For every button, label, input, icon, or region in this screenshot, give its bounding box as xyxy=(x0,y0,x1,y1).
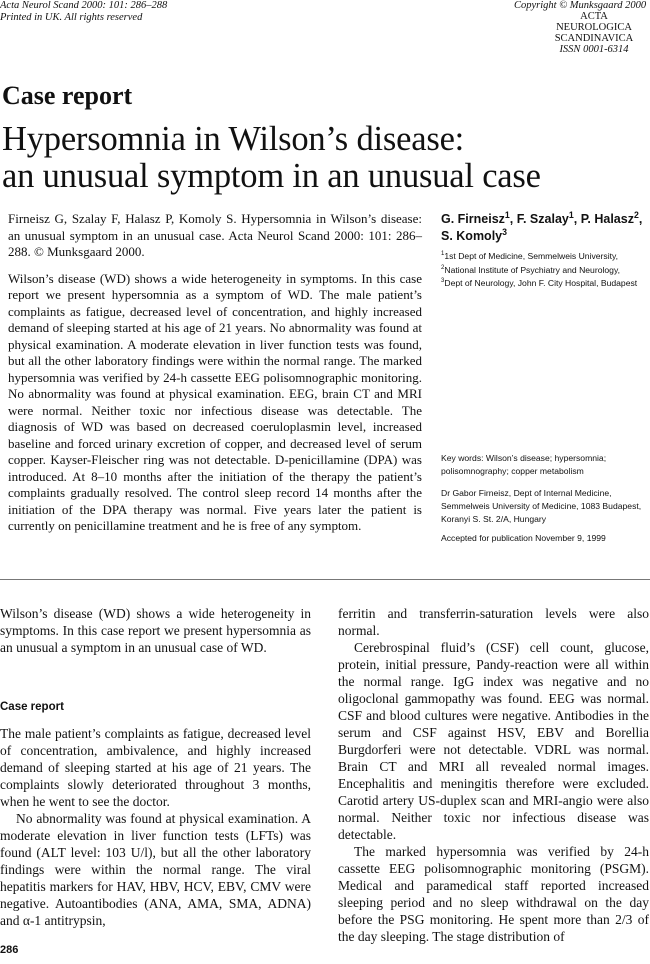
introduction-paragraph: Wilson’s disease (WD) shows a wide heterogeneity in symptoms. In this case report we present hypersomnia as an unusual a symptom in an unusual case of WD. xyxy=(0,606,311,655)
affiliation-3: $^3$Dept of Neurology, John F. City Hospital, Budapest xyxy=(441,278,638,288)
body-column-left xyxy=(0,605,311,929)
author-name: S. Komoly xyxy=(441,229,503,243)
journal-name-line2: SCANDINAVICA xyxy=(554,33,634,44)
running-header-right xyxy=(514,0,647,55)
page-number: 286 xyxy=(0,944,19,956)
author-affiliation-mark: 3 xyxy=(502,226,507,237)
affiliation-2: $^2$National Institute of Psychiatry and Neurology, xyxy=(441,264,620,275)
copyright-notice: Copyright © Munksgaard 2000 xyxy=(514,0,647,11)
body-paragraph: ferritin and transferrin-saturation levels were also normal. xyxy=(338,606,649,638)
journal-citation-header: Acta Neurol Scand 2000: 101: 286–288 xyxy=(0,0,168,11)
author-affiliation-mark: 2 xyxy=(633,209,639,220)
abstract-citation: Firneisz G, Szalay F, Halasz P, Komoly S. Hypersomnia in Wilson’s disease: an unusual symptom in an unusual case. Acta Neurol Scand 2000: 101: 286–288. © Munksgaard 2000. xyxy=(8,211,422,259)
body-paragraph: Cerebrospinal fluid’s (CSF) cell count, glucose, protein, initial pressure, Pandy-reaction were all within the normal range. IgG index was negative and no oligoclonal gammopathy was found. EEG was normal. CSF and blood cultures were negative. Antibodies in the serum and CSF against HSV, EBV and Borellia Burgdorferi were not detectable. VDRL was normal. Brain CT and MRI all revealed normal images. Encephalitis and meningitis therefore were excluded. Carotid artery US-duplex scan and MRI-angio were also normal. Neither toxic nor infectious disease was detectable. xyxy=(338,640,649,842)
journal-name-line1: ACTA NEUROLOGICA xyxy=(556,11,632,33)
author-name: F. Szalay xyxy=(516,212,569,226)
section-divider xyxy=(0,579,650,580)
abstract-block xyxy=(8,211,422,535)
accepted-date: Accepted for publication November 9, 1999 xyxy=(441,533,606,543)
issn: ISSN 0001-6314 xyxy=(559,44,629,55)
body-paragraph: No abnormality was found at physical examination. A moderate elevation in liver function tests (LFTs) was found (ALT level: 103 U/l), but all the other laboratory findings were within the normal range. The viral hepatitis markers for HAV, HBV, HCV, EBV, CMV were negative. Autoantibodies (ANA, AMA, SMA, ADNA) and α-1 antitrypsin, xyxy=(0,811,311,928)
body-paragraph: The marked hypersomnia was verified by 24-h cassette EEG polisomnographic monitoring (PSGM). Medical and paramedical staff reported increased sleeping period and no sleep withdrawal on the day before the PSG monitoring. He spent more than 2/3 of the day sleeping. The stage distribution of xyxy=(338,844,649,944)
running-header-left xyxy=(0,0,167,24)
section-label: Case report xyxy=(2,81,133,110)
correspondence-address: Dr Gabor Firneisz, Dept of Internal Medicine, Semmelweis University of Medicine, 1083 Budapest, Koranyi S. St. 2/A, Hungary xyxy=(441,488,642,524)
article-title xyxy=(2,121,541,195)
affiliation-list xyxy=(441,250,650,291)
author-affiliation-mark: 1 xyxy=(568,209,574,220)
body-column-right xyxy=(338,605,649,945)
case-report-heading: Case report xyxy=(0,701,64,713)
body-paragraph: The male patient’s complaints as fatigue, decreased level of concentration, ambivalence, and highly increased demand of sleeping started at his age of 21 years. The complaints slowly deteriorated throughout 3 months, when he went to see the doctor. xyxy=(0,726,311,809)
abstract-text: Wilson’s disease (WD) shows a wide heterogeneity in symptoms. In this case report we present hypersomnia as a symptom of WD. The male patient’s complaints as fatigue, decreased level of concentration, and highly increased demand of sleeping started at his age of 21 years. No abnormality was found at physical examination. A moderate elevation in liver function tests was found, but all the other laboratory findings were within the normal range. The marked hypersomnia was verified by 24-h cassette EEG polisomnographic monitoring. No abnormality was found at physical examination. EEG, brain CT and MRI were normal. Neither toxic nor infectious disease was detectable. The diagnosis of WD was based on decreased coeruloplasmin level, increased baseline and forced urinary excretion of copper, and decreased level of serum copper. Kayser-Fleischer ring was not detectable. D-penicillamine (DPA) was introduced. At 8–10 months after the initiation of the therapy the patient’s complaints gradually resolved. The control sleep record 14 months after the initiation of the DPA therapy was normal. Five years later the patient is currently on penicillamine treatment and he is free of any symptom. xyxy=(8,270,422,533)
author-affiliation-mark: 1 xyxy=(504,209,510,220)
author-list: G. Firneisz$^1$, F. Szalay$^1$, P. Halasz$^2$, S. Komoly$^3$ xyxy=(441,209,643,243)
printed-notice: Printed in UK. All rights reserved xyxy=(0,12,143,23)
author-name: G. Firneisz xyxy=(441,212,505,226)
keywords: Key words: Wilson’s disease; hypersomnia; polisomnography; copper metabolism xyxy=(441,453,607,476)
title-line-1: Hypersomnia in Wilson’s disease: xyxy=(2,120,465,158)
title-line-2: an unusual symptom in an unusual case xyxy=(2,157,541,195)
author-name: P. Halasz xyxy=(580,212,634,226)
affiliation-1: $^1$1st Dept of Medicine, Semmelweis University, xyxy=(441,251,619,261)
